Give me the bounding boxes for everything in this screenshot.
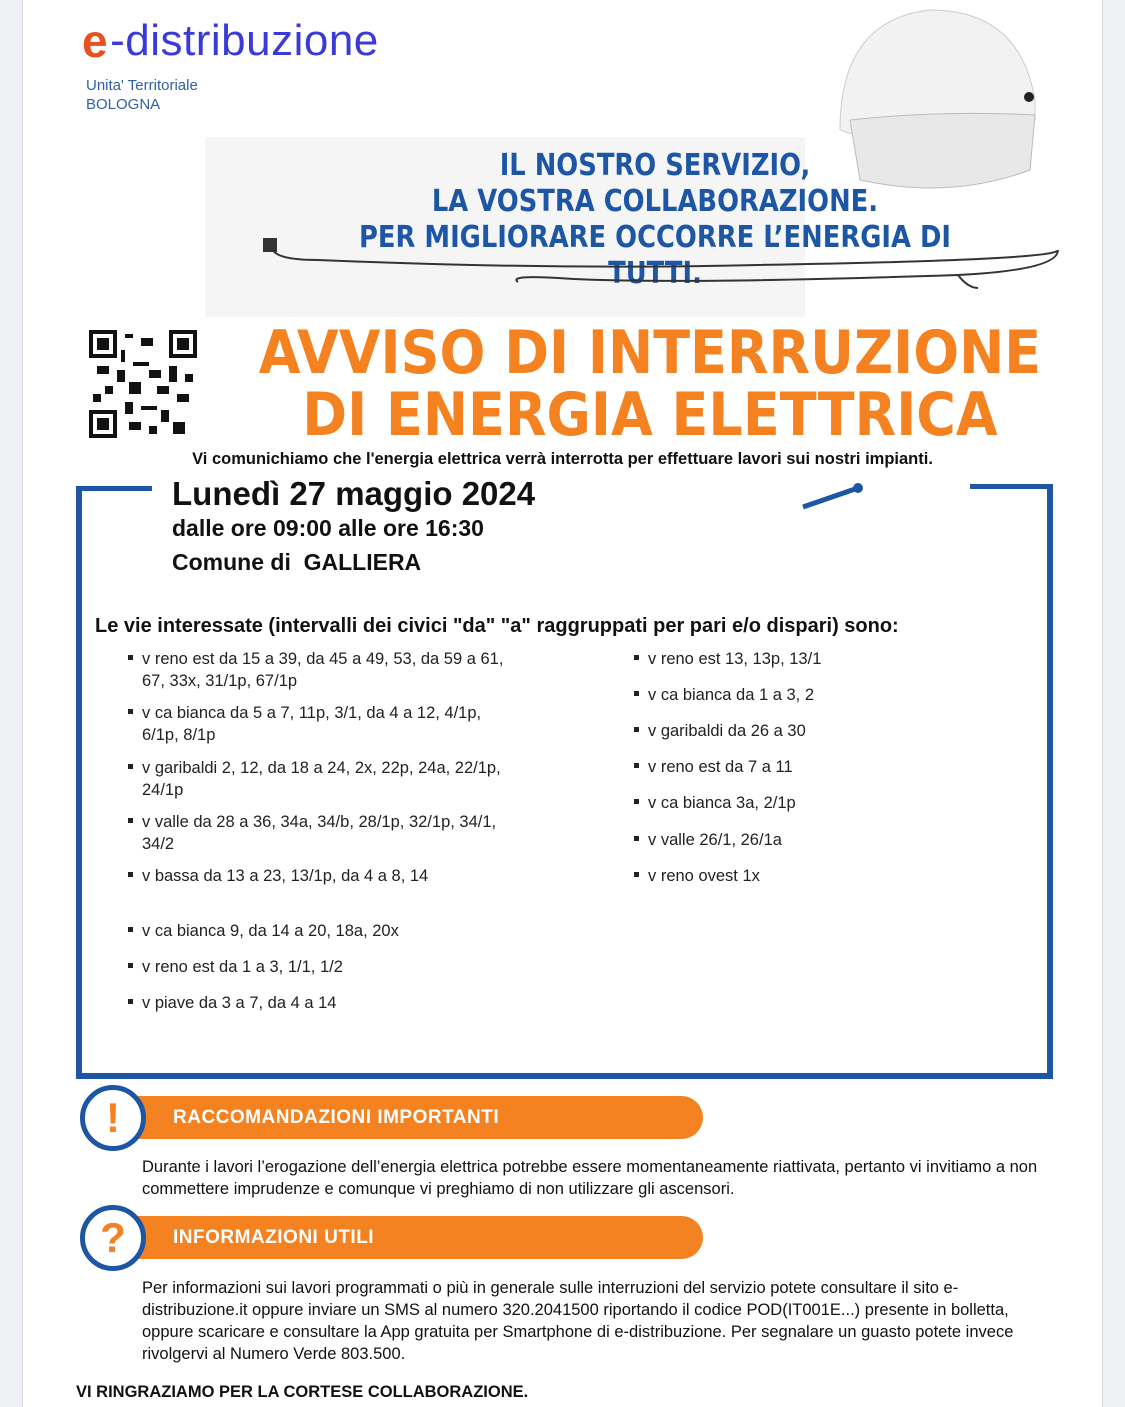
intro-text: Vi comunichiamo che l'energia elettrica verrà interrotta per effettuare lavori sui nostri impianti. (192, 450, 933, 468)
title-line: AVVISO DI INTERRUZIONE (258, 318, 1042, 388)
street-item: v ca bianca da 5 a 7, 11p, 3/1, da 4 a 12, 4/1p, 6/1p, 8/1p (128, 702, 513, 746)
outage-time: dalle ore 09:00 alle ore 16:30 (172, 515, 484, 541)
street-item: v reno est da 15 a 39, da 45 a 49, 53, da 59 a 61, 67, 33x, 31/1p, 67/1p (128, 648, 513, 692)
street-item: v garibaldi da 26 a 30 (634, 720, 1014, 742)
street-item: v piave da 3 a 7, da 4 a 14 (128, 992, 513, 1014)
title-line: DI ENERGIA ELETTRICA (302, 380, 998, 450)
street-item: v ca bianca 9, da 14 a 20, 18a, 20x (128, 920, 513, 942)
qr-code[interactable] (89, 330, 197, 438)
unit-city: BOLOGNA (86, 96, 161, 113)
unit-label: Unita' Territoriale (86, 77, 198, 94)
frame-top-right (970, 484, 1053, 489)
e-distribuzione-logo (82, 14, 379, 68)
street-item: v ca bianca da 1 a 3, 2 (634, 684, 1014, 706)
territorial-unit (86, 76, 198, 114)
cable-plug-icon (258, 230, 1068, 300)
recommendations-header: RACCOMANDAZIONI IMPORTANTI (128, 1096, 703, 1139)
notice-title (254, 318, 1046, 450)
street-item: v ca bianca 3a, 2/1p (634, 792, 1014, 814)
outage-date: Lunedì 27 maggio 2024 (172, 475, 536, 512)
info-header: INFORMAZIONI UTILI (128, 1216, 703, 1259)
street-item: v reno est da 7 a 11 (634, 756, 1014, 778)
street-item: v valle da 28 a 36, 34a, 34/b, 28/1p, 32/1p, 34/1, 34/2 (128, 811, 513, 855)
recommendations-text: Durante i lavori l’erogazione dell’energia elettrica potrebbe essere momentaneamente riattivata, pertanto vi invitiamo a non commettere imprudenze e comunque vi preghiamo di non utilizzare gli ascensori. (142, 1158, 1038, 1198)
street-item: v garibaldi 2, 12, da 18 a 24, 2x, 22p, 24a, 22/1p, 24/1p (128, 757, 513, 801)
slogan-line: IL NOSTRO SERVIZIO, (499, 148, 811, 183)
logo-text: -distribuzione (110, 16, 379, 65)
thanks-text: VI RINGRAZIAMO PER LA CORTESE COLLABORAZIONE. (76, 1383, 529, 1401)
frame-top-left (76, 486, 152, 491)
logo-e: e (82, 15, 109, 67)
slogan-line: PER MIGLIORARE OCCORRE L’ENERGIA DI TUTTI. (359, 220, 951, 291)
outage-municipality: Comune di GALLIERA (172, 549, 422, 575)
info-text: Per informazioni sui lavori programmati o più in generale sulle interruzioni del servizio potete consultare il sito e-distribuzione.it oppure inviare un SMS al numero 320.2041500 riportando il codice POD(IT001E...) presente in bolletta, oppure scaricare e consultare la App gratuita per Smartphone di e-distribuzione. Per segnalare un guasto potete invece rivolgervi al Numero Verde 803.500. (142, 1279, 1014, 1363)
street-item: v reno est da 1 a 3, 1/1, 1/2 (128, 956, 513, 978)
street-item: v bassa da 13 a 23, 13/1p, da 4 a 8, 14 (128, 865, 513, 887)
slogan-line: LA VOSTRA COLLABORAZIONE. (431, 184, 879, 219)
street-item: v reno ovest 1x (634, 865, 1014, 887)
switch-lever-icon (800, 480, 870, 510)
street-item: v reno est 13, 13p, 13/1 (634, 648, 1014, 670)
exclamation-icon: ! (80, 1085, 146, 1151)
question-icon: ? (80, 1205, 146, 1271)
street-item: v valle 26/1, 26/1a (634, 829, 1014, 851)
streets-heading: Le vie interessate (intervalli dei civici "da" "a" raggruppati per pari e/o dispari) sono: (95, 615, 899, 637)
